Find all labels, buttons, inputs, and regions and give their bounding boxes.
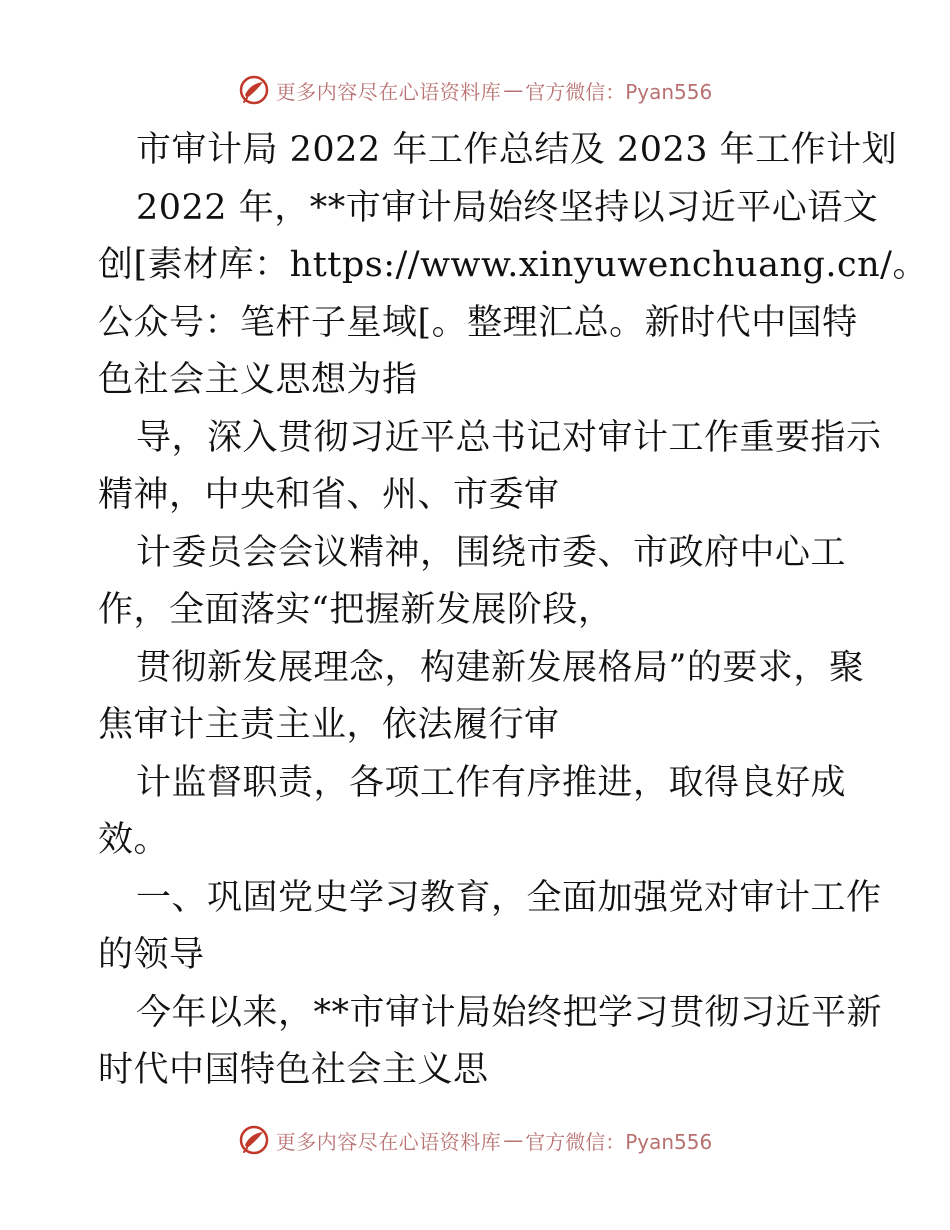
paragraph-line: 2022 年，**市审计局始终坚持以习近平心语文 <box>136 187 879 228</box>
paragraph-line: 效。 <box>98 820 170 860</box>
section-heading: 一、巩固党史学习教育，全面加强党对审计工作 <box>136 877 882 918</box>
banner-separator: — <box>503 78 524 102</box>
paragraph-line: 作，全面落实“把握新发展阶段， <box>98 590 614 630</box>
paragraph-line: 色社会主义思想为指 <box>98 360 418 400</box>
footer-watermark-banner <box>0 1122 950 1158</box>
paragraph-line: 公众号：笔杆子星域[。整理汇总。新时代中国特 <box>98 302 858 343</box>
paragraph-line: 计委员会会议精神，围绕市委、市政府中心工 <box>136 532 847 573</box>
paragraph-line: 贯彻新发展理念，构建新发展格局”的要求，聚 <box>136 647 865 688</box>
header-watermark-banner <box>0 72 950 108</box>
document-title: 市审计局 2022 年工作总结及 2023 年工作计划 <box>136 130 898 170</box>
banner-library-text: 更多内容尽在心语资料库 <box>275 79 502 104</box>
document-body <box>98 122 928 1100</box>
paragraph-line: 导，深入贯彻习近平总书记对审计工作重要指示 <box>136 417 882 458</box>
paragraph-line: 时代中国特色社会主义思 <box>98 1050 489 1090</box>
banner-library-text: 更多内容尽在心语资料库 <box>275 1129 502 1154</box>
paragraph-line: 今年以来，**市审计局始终把学习贯彻习近平新 <box>136 992 883 1033</box>
banner-wechat-id: 官方微信：Pyan556 <box>525 79 713 104</box>
section-heading: 的领导 <box>98 935 205 975</box>
quill-logo-icon <box>238 74 270 106</box>
paragraph-line: 焦审计主责主业，依法履行审 <box>98 705 560 745</box>
paragraph-line: 计监督职责，各项工作有序推进，取得良好成 <box>136 762 847 803</box>
paragraph-line: 精神，中央和省、州、市委审 <box>98 475 560 515</box>
banner-separator: — <box>503 1128 524 1152</box>
banner-wechat-id: 官方微信：Pyan556 <box>525 1129 713 1154</box>
paragraph-line: 创[素材库：https://www.xinyuwenchuang.cn/。 <box>98 245 928 285</box>
quill-logo-icon <box>238 1124 270 1156</box>
